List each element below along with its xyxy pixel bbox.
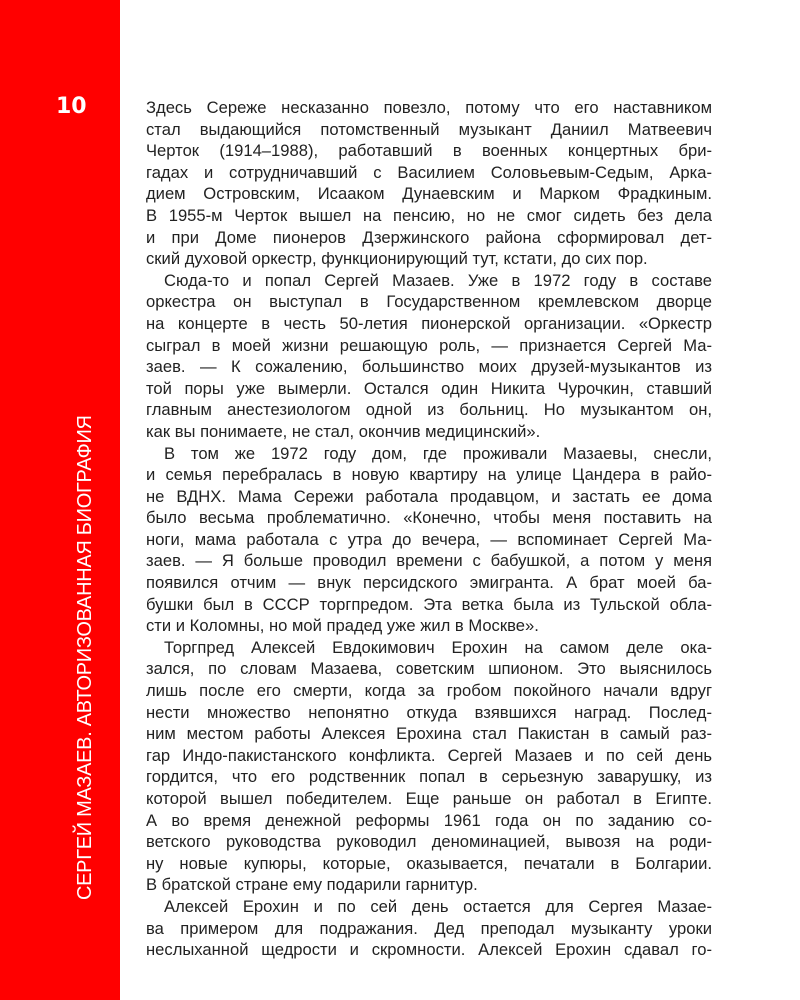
text-line: дием Островским, Исааком Дунаевским и Марком Фрадкиным. bbox=[146, 184, 712, 204]
body-text bbox=[146, 97, 712, 961]
text-line: А во время денежной реформы 1961 года он по заданию со- bbox=[146, 810, 712, 830]
text-line: заев. — К сожалению, большинство моих друзей-музыкантов из bbox=[146, 357, 712, 377]
text-line: на концерте в честь 50-летия пионерской организации. «Оркестр bbox=[146, 313, 712, 333]
text-line: лишь после его смерти, когда за гробом покойного начали вдруг bbox=[146, 681, 712, 701]
text-line: которой вышел победителем. Еще раньше он работал в Египте. bbox=[146, 789, 712, 808]
text-line: Здесь Сереже несказанно повезло, потому что его наставником bbox=[146, 98, 712, 117]
text-line: неслыханной щедрости и скромности. Алексей Ерохин сдавал го- bbox=[146, 940, 712, 960]
text-line: зался, по словам Мазаева, советским шпионом. Это выяснилось bbox=[146, 659, 712, 679]
text-line: гадах и сотрудничавший с Василием Соловьевым-Седым, Арка- bbox=[146, 162, 712, 182]
page-number: 10 bbox=[56, 94, 87, 119]
text-line: Торгпред Алексей Евдокимович Ерохин на самом деле ока- bbox=[164, 637, 712, 657]
text-line: заев. — Я больше проводил времени с бабушкой, а потом у меня bbox=[146, 551, 712, 571]
text-line: гар Индо-пакистанского конфликта. Сергей Мазаев и по сей день bbox=[146, 745, 712, 765]
text-line: сыграл в моей жизни решающую роль, — признается Сергей Ма- bbox=[146, 335, 712, 355]
text-line: В том же 1972 году дом, где проживали Мазаевы, снесли, bbox=[164, 443, 712, 463]
text-line: гордится, что его родственник попал в серьезную заварушку, из bbox=[146, 767, 712, 787]
text-line: Черток (1914–1988), работавший в военных концертных бри- bbox=[146, 141, 712, 161]
text-line: сти и Коломны, но мой прадед уже жил в Москве». bbox=[146, 616, 539, 636]
text-line: стал выдающийся потомственный музыкант Даниил Матвеевич bbox=[146, 119, 712, 139]
text-line: и при Доме пионеров Дзержинского района сформировал дет- bbox=[146, 227, 712, 247]
text-line: ский духовой оркестр, функционирующий тут, кстати, до сих пор. bbox=[146, 249, 648, 269]
text-line: нести множество непонятно откуда взявшихся наград. Послед- bbox=[146, 702, 712, 722]
text-line: Алексей Ерохин и по сей день остается для Сергея Мазае- bbox=[164, 896, 712, 916]
text-line: бушки был в СССР торгпредом. Эта ветка была из Тульской обла- bbox=[146, 594, 712, 614]
text-line: ним местом работы Алексея Ерохина стал Пакистан в самый раз- bbox=[146, 724, 712, 744]
text-line: ну новые купюры, которые, оказывается, печатали в Болгарии. bbox=[146, 853, 712, 873]
text-line: В братской стране ему подарили гарнитур. bbox=[146, 875, 478, 895]
text-line: той поры уже вымерли. Остался один Никита Чурочкин, ставший bbox=[146, 378, 712, 398]
text-line: оркестра он выступал в Государственном кремлевском дворце bbox=[146, 292, 712, 312]
text-line: как вы понимаете, не стал, окончив медицинский». bbox=[146, 421, 541, 441]
running-head: СЕРГЕЙ МАЗАЕВ. АВТОРИЗОВАННАЯ БИОГРАФИЯ bbox=[74, 415, 96, 900]
text-line: не ВДНХ. Мама Сережи работала продавцом, и застать ее дома bbox=[146, 486, 712, 506]
text-line: и семья перебралась в новую квартиру на улице Цандера в райо- bbox=[146, 465, 712, 485]
text-line: ноги, мама работала с утра до вечера, — вспоминает Сергей Ма- bbox=[146, 529, 712, 549]
red-side-band bbox=[0, 0, 120, 1000]
text-line: главным анестезиологом одной из больниц. Но музыкантом он, bbox=[146, 400, 712, 420]
text-line: появился отчим — внук персидского эмигранта. А брат моей ба- bbox=[146, 573, 712, 593]
text-line: В 1955-м Черток вышел на пенсию, но не смог сидеть без дела bbox=[146, 205, 712, 225]
text-line: Сюда-то и попал Сергей Мазаев. Уже в 1972 году в составе bbox=[164, 270, 712, 290]
text-line: ветского руководства руководил деноминацией, вывозя на роди- bbox=[146, 832, 712, 852]
text-line: ва примером для подражания. Дед преподал музыканту уроки bbox=[146, 918, 712, 938]
text-line: было весьма проблематично. «Конечно, чтобы меня поставить на bbox=[146, 508, 712, 528]
